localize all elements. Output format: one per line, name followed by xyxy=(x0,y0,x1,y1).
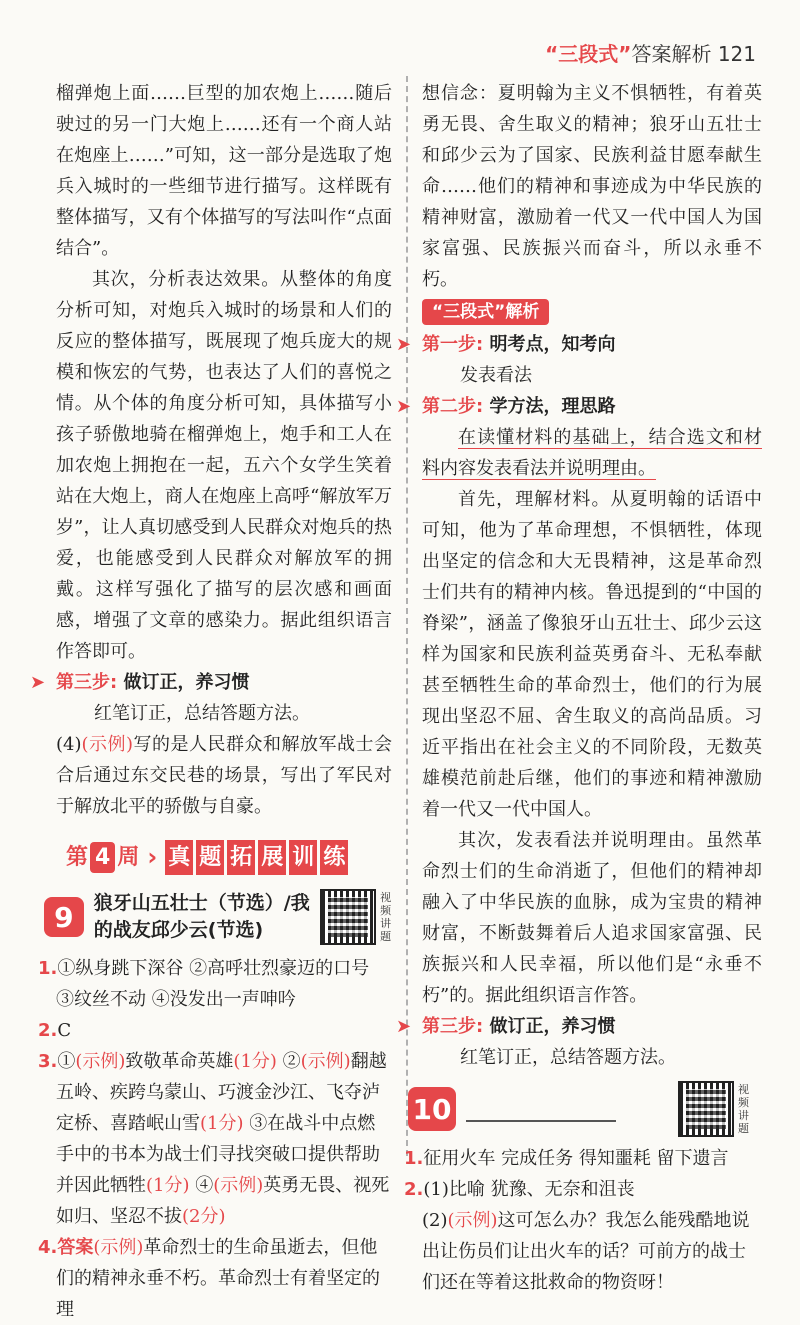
unit-number: 9 xyxy=(44,897,84,937)
answer-text: 英勇无畏、视死如归、坚忍不拔 xyxy=(56,1175,390,1227)
answer-num: 2. xyxy=(404,1179,424,1200)
answer-num: 1. xyxy=(38,958,58,979)
answer-text: 征用火车 完成任务 得知噩耗 留下遗言 xyxy=(423,1148,729,1169)
answer-text: 翻越五岭、疾跨乌蒙山、巧渡金沙江、飞夺泸定桥、喜踏岷山雪 xyxy=(56,1051,387,1134)
answer-b2 xyxy=(404,1174,762,1205)
answer-b1 xyxy=(404,1143,762,1174)
answer-text: 革命烈士的生命虽逝去，但他们的精神永垂不朽。革命烈士有着坚定的理 xyxy=(56,1237,380,1320)
step-text: 做订正，养习惯 xyxy=(489,1016,616,1037)
example-tag: (示例) xyxy=(213,1175,264,1196)
right-step3 xyxy=(396,1011,736,1042)
example-tag: (示例) xyxy=(75,1051,126,1072)
page-number: 121 xyxy=(717,42,756,66)
q4-num: (4) xyxy=(56,734,82,755)
page-header xyxy=(545,38,756,67)
right-para-2: 首先，理解材料。从夏明翰的话语中可知，他为了革命理想，不惧牺牲，体现出坚定的信念和大无畏精神，这是革命烈士们共有的精神内核。鲁迅提到的“中国的脊梁”，涵盖了像狼牙山五壮士、邱少云这样为国家和民族利益英勇奋斗、无私奉献甚至牺牲生命的革命烈士，他们的行为展现出坚忍不屈、舍生取义的高尚品质。习近平指出在社会主义的不同阶段，无数英雄模范前赴后继，他们的事迹和精神激励着一代又一代中国人。 xyxy=(422,489,762,820)
week-banner xyxy=(66,840,392,875)
unit-title: 狼牙山五壮士（节选）/我的战友邱少云(节选) xyxy=(93,892,310,941)
right-step3-note: 红笔订正，总结答题方法。 xyxy=(460,1047,676,1068)
left-column xyxy=(30,78,393,1325)
left-step3-note: 红笔订正，总结答题方法。 xyxy=(94,703,310,724)
answer-4 xyxy=(38,1232,392,1325)
right-step2-note: 在读懂材料的基础上，结合选文和材料内容发表看法并说明理由。 xyxy=(422,427,762,479)
example-tag: (示例) xyxy=(300,1051,351,1072)
answer-text: ①纵身跳下深谷 ②高呼壮烈豪迈的口号 ③纹丝不动 ④没发出一声呻吟 xyxy=(56,958,370,1010)
step-text: 明考点，知考向 xyxy=(489,334,616,355)
week-char: 练 xyxy=(320,840,348,875)
step-label: 第三步: xyxy=(56,672,118,693)
circled-num: ① xyxy=(57,1051,76,1072)
step-text: 做订正，养习惯 xyxy=(123,672,250,693)
left-q4 xyxy=(56,729,392,822)
week-prefix: 第 xyxy=(66,845,89,870)
right-step1-note: 发表看法 xyxy=(460,365,532,386)
qr-code-icon[interactable] xyxy=(678,1081,734,1137)
step-label: 第一步: xyxy=(422,334,484,355)
answer-num: 4. xyxy=(38,1237,58,1258)
week-char: 题 xyxy=(196,840,224,875)
answer-num: 3. xyxy=(38,1051,58,1072)
answer-text: C xyxy=(57,1020,72,1041)
score: (1分) xyxy=(200,1113,244,1134)
chevron-right-icon: › xyxy=(147,843,158,871)
example-tag: (示例) xyxy=(93,1237,144,1258)
circled-num: ④ xyxy=(195,1175,214,1196)
week-char: 拓 xyxy=(227,840,255,875)
right-para-1: 想信念：夏明翰为主义不惧牺牲，有着英勇无畏、舍生取义的精神；狼牙山五壮士和邱少云为了国家、民族利益甘愿奉献生命……他们的精神和事迹成为中华民族的精神财富，激励着一代又一代中国人为国家富强、民族振兴而奋斗，所以永垂不朽。 xyxy=(422,83,762,290)
score: (2分) xyxy=(182,1206,226,1227)
answer-b2-2 xyxy=(422,1205,762,1298)
video-label: 视频讲题 xyxy=(738,1083,749,1135)
arrow-icon: ➤ xyxy=(396,1016,412,1037)
answer-3 xyxy=(38,1046,392,1232)
unit-number: 10 xyxy=(408,1087,456,1131)
example-tag: (示例) xyxy=(447,1210,498,1231)
week-char: 展 xyxy=(258,840,286,875)
unit-10-header xyxy=(408,1081,762,1137)
week-char: 真 xyxy=(165,840,193,875)
right-step1 xyxy=(396,329,736,360)
step-label: 第三步: xyxy=(422,1016,484,1037)
left-para-1: 榴弹炮上面……巨型的加农炮上……随后驶过的另一门大炮上……还有一个商人站在炮座上……”可知，这一部分是选取了炮兵入城时的一些细节进行描写。这样既有整体描写，又有个体描写的写法叫作“点面结合”。 xyxy=(56,83,392,259)
week-suffix: 周 xyxy=(117,845,140,870)
unit-9-header xyxy=(56,889,392,945)
answer-text: ③在战斗中点燃手中的书本为战士们寻找突破口提供帮助并因此牺牲 xyxy=(56,1113,380,1196)
video-label: 视频讲题 xyxy=(380,891,392,943)
title-blank xyxy=(466,1096,616,1122)
analysis-tag: “三段式”解析 xyxy=(422,299,549,325)
circled-num: ② xyxy=(282,1051,301,1072)
column-divider xyxy=(406,76,408,1156)
q4-text: 写的是人民群众和解放军战士会合后通过东交民巷的场景，写出了军民对于解放北平的骄傲与自豪。 xyxy=(56,734,393,817)
answer-label: 答案 xyxy=(57,1237,94,1258)
answer-num: 1. xyxy=(404,1148,424,1169)
header-section: 答案解析 xyxy=(631,42,712,66)
answer-2 xyxy=(38,1015,392,1046)
score: (1分) xyxy=(233,1051,277,1072)
example-tag: (示例) xyxy=(81,734,134,755)
step-text: 学方法，理思路 xyxy=(489,396,616,417)
arrow-icon: ➤ xyxy=(396,334,412,355)
left-step3 xyxy=(30,667,366,698)
arrow-icon: ➤ xyxy=(396,396,412,417)
answer-1 xyxy=(38,953,392,1015)
left-para-2: 其次，分析表达效果。从整体的角度分析可知，对炮兵入城时的场景和人们的反应的整体描写，既展现了炮兵庞大的规模和恢宏的气势，也表达了人们的喜悦之情。从个体的角度分析可知，具体描写小孩子骄傲地骑在榴弹炮上，炮手和工人在加农炮上拥抱在一起，五六个女学生笑着站在大炮上，商人在炮座上高呼“解放军万岁”，让人真切感受到人民群众对炮兵的热爱，也能感受到人民群众对解放军的拥戴。这样写强化了描写的层次感和画面感，增强了文章的感染力。据此组织语言作答即可。 xyxy=(56,269,392,662)
arrow-icon: ➤ xyxy=(30,672,46,693)
week-num: 4 xyxy=(90,842,115,873)
header-quoted: “三段式” xyxy=(545,42,632,66)
sub-num: (2) xyxy=(422,1210,448,1231)
answer-text: 这可怎么办？我怎么能残酷地说出让伤员们让出火车的话？可前方的战士们还在等着这批救命的物资呀！ xyxy=(422,1210,750,1293)
right-column xyxy=(396,78,762,1298)
answer-text: (1)比喻 犹豫、无奈和沮丧 xyxy=(423,1179,635,1200)
week-char: 训 xyxy=(289,840,317,875)
right-para-3: 其次，发表看法并说明理由。虽然革命烈士们的生命消逝了，但他们的精神却融入了中华民族的血脉，成为宝贵的精神财富，不断鼓舞着后人追求国家富强、民族振兴和人民幸福，所以他们是“永垂不朽”的。据此组织语言作答。 xyxy=(422,830,762,1006)
score: (1分) xyxy=(146,1175,190,1196)
qr-code-icon[interactable] xyxy=(320,889,376,945)
answer-text: 致敬革命英雄 xyxy=(125,1051,234,1072)
right-step2 xyxy=(396,391,736,422)
step-label: 第二步: xyxy=(422,396,484,417)
answer-num: 2. xyxy=(38,1020,58,1041)
